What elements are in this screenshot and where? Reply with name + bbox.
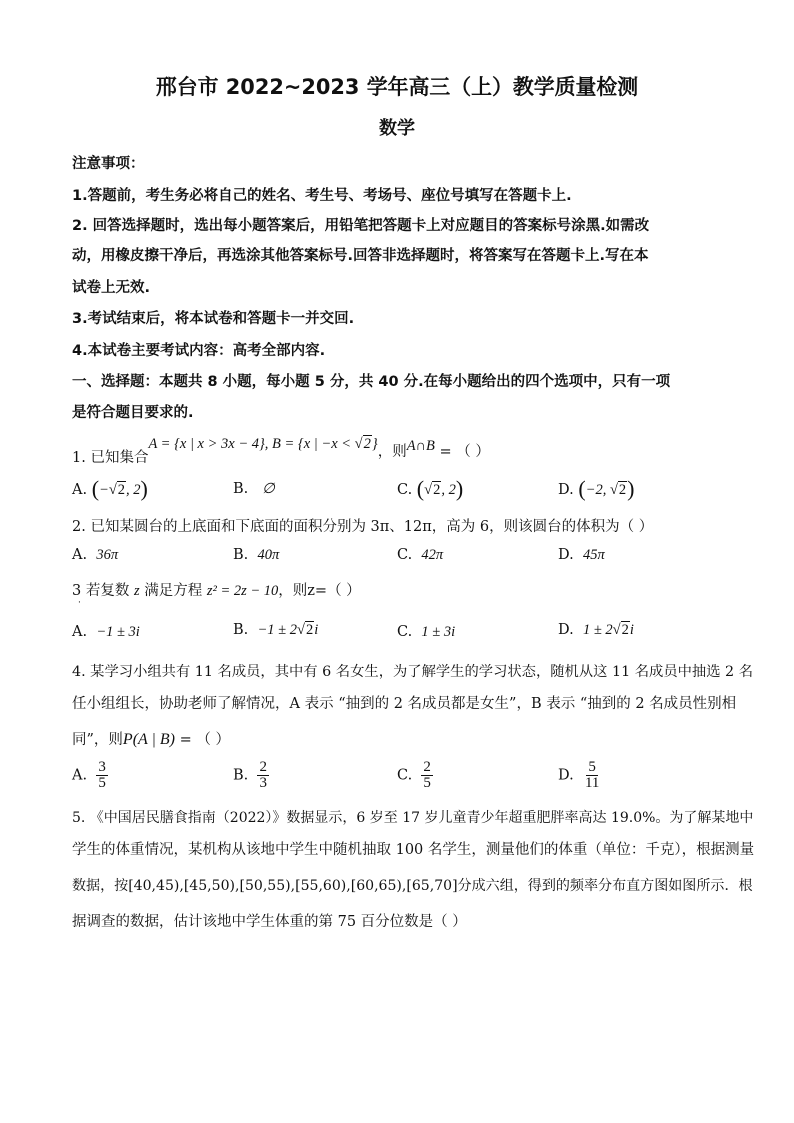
q3-option-d[interactable]: D. 1 ± 2√2i <box>558 622 634 638</box>
q1-set-expr: A = {x | x > 3x − 4}, B = {x | −x < <box>148 436 355 452</box>
q3-option-a[interactable] <box>72 624 140 641</box>
notes-heading: 注意事项： <box>72 156 145 172</box>
stray-dot: · <box>78 598 81 608</box>
denominator: 5 <box>98 775 106 791</box>
q3-option-c[interactable] <box>397 624 455 641</box>
option-label: B. <box>233 481 249 497</box>
option-value: , 2 <box>126 482 141 498</box>
note-item: 4.本试卷主要考试内容：高考全部内容. <box>72 343 326 359</box>
option-label: A. <box>72 547 88 563</box>
question-5-line: 数据，按[40,45),[45,50),[50,55),[55,60),[60,65),[65,70]分成六组，得到的频率分布直方图如图所示．根 <box>72 878 753 894</box>
numerator: 3 <box>98 759 106 775</box>
q3-variable: z <box>133 583 140 599</box>
option-sqrt: 2 <box>117 482 126 498</box>
q3-option-b[interactable]: B. −1 ± 2√2i <box>233 622 319 638</box>
q1-option-b[interactable] <box>233 481 275 498</box>
q1-suffix: ，则 <box>377 444 407 460</box>
option-label: D. <box>558 767 574 784</box>
q2-option-c[interactable] <box>397 547 443 564</box>
q1-sqrt-value: 2 <box>363 436 371 452</box>
q2-option-d[interactable] <box>558 547 605 564</box>
fraction <box>257 760 269 791</box>
option-label: C. <box>397 624 413 640</box>
question-4-line: 任小组组长，协助老师了解情况，A 表示 “抽到的 2 名成员都是女生”，B 表示 “抽到的 2 名成员性别相 <box>72 696 737 712</box>
q1-close: } <box>371 436 378 452</box>
note-item: 动，用橡皮擦干净后，再选涂其他答案标号.回答非选择题时，将答案写在答题卡上.写在本 <box>72 248 649 264</box>
denominator: 11 <box>584 775 600 791</box>
option-label: D. <box>558 482 574 498</box>
note-item: 3.考试结束后，将本试卷和答题卡一并交回. <box>72 311 355 327</box>
q1-option-a[interactable]: A. (−√2, 2) <box>72 476 148 501</box>
note-item: 试卷上无效. <box>72 280 151 296</box>
q4-option-a[interactable] <box>72 760 108 791</box>
option-value: 36π <box>96 547 119 563</box>
fraction <box>583 760 601 791</box>
q4-option-b[interactable] <box>233 760 269 791</box>
option-label: C. <box>397 767 413 784</box>
q1-option-d[interactable]: D. (−2, √2) <box>558 476 635 501</box>
subject-title: 数学 <box>378 118 416 139</box>
q3-suffix: ，则z=（ ） <box>278 583 361 599</box>
option-sqrt: 2 <box>618 482 627 498</box>
q2-option-a[interactable] <box>72 547 118 564</box>
q4-prefix: 同”，则 <box>72 732 123 748</box>
option-label: A. <box>72 767 88 784</box>
option-value: − <box>99 482 109 498</box>
fraction <box>421 760 433 791</box>
q4-suffix: = （ ） <box>175 732 230 748</box>
option-value: i <box>314 622 319 638</box>
q4-expr: P(A | B) <box>122 731 176 748</box>
note-item: 1.答题前，考生务必将自己的姓名、考生号、考场号、座位号填写在答题卡上. <box>72 188 572 204</box>
question-5-line: 据调查的数据，估计该地中学生体重的第 75 百分位数是（ ） <box>72 914 467 930</box>
option-value: ∅ <box>262 481 275 497</box>
option-label: C. <box>397 547 413 563</box>
option-sqrt: 2 <box>305 622 314 638</box>
numerator: 5 <box>588 759 596 775</box>
q1-option-c[interactable]: C. (√2, 2) <box>397 476 464 501</box>
option-sqrt: 2 <box>433 482 441 498</box>
option-value: 40π <box>257 547 280 563</box>
option-label: B. <box>233 622 249 638</box>
fraction <box>96 760 108 791</box>
q1-sqrt: √2 <box>354 436 371 452</box>
denominator: 3 <box>259 775 267 791</box>
option-label: D. <box>558 547 574 563</box>
q1-expr: A∩B <box>406 438 435 454</box>
option-value: 1 ± 3i <box>421 624 456 640</box>
numerator: 2 <box>423 759 431 775</box>
question-5-line: 5. 《中国居民膳食指南（2022）》数据显示，6 岁至 17 岁儿童青少年超重肥胖率高达 19.0%。为了解某地中 <box>72 810 754 826</box>
question-2: 2. 已知某圆台的上底面和下底面的面积分别为 3π、12π，高为 6，则该圆台的体积为（ ） <box>72 519 654 535</box>
q1-prefix: 1. 已知集合 <box>72 450 149 466</box>
q3-equation: z² = 2z − 10 <box>206 583 279 599</box>
question-4-line <box>72 728 230 749</box>
q3-prefix: 3 若复数 <box>72 583 134 599</box>
q4-option-d[interactable] <box>558 760 601 791</box>
question-3 <box>72 579 361 600</box>
denominator: 5 <box>423 775 431 791</box>
question-1 <box>72 436 490 467</box>
option-label: D. <box>558 622 574 638</box>
option-label: C. <box>397 482 413 498</box>
option-value: 1 ± 2 <box>582 622 613 638</box>
q2-option-b[interactable] <box>233 547 279 564</box>
option-value: i <box>629 622 634 638</box>
option-label: A. <box>72 624 88 640</box>
option-value: , 2 <box>441 482 456 498</box>
note-item: 2. 回答选择题时，选出每小题答案后，用铅笔把答题卡上对应题目的答案标号涂黑.如需改 <box>72 218 650 234</box>
option-value: −2, <box>585 482 610 498</box>
question-4-line: 4. 某学习小组共有 11 名成员，其中有 6 名女生，为了解学生的学习状态，随机从这 11 名成员中抽选 2 名 <box>72 664 753 680</box>
q1-end: = （ ） <box>434 444 490 460</box>
option-label: B. <box>233 547 249 563</box>
exam-title: 邢台市 2022~2023 学年高三（上）教学质量检测 <box>155 75 639 99</box>
option-sqrt: 2 <box>621 622 629 638</box>
section-heading-cont: 是符合题目要求的. <box>72 405 194 421</box>
q4-option-c[interactable] <box>397 760 433 791</box>
q1-sets <box>148 436 377 452</box>
option-label: B. <box>233 767 249 784</box>
section-heading: 一、选择题：本题共 8 小题，每小题 5 分，共 40 分.在每小题给出的四个选项中，只有一项 <box>72 374 671 390</box>
option-value: 42π <box>421 547 444 563</box>
option-value: −1 ± 2 <box>257 622 297 638</box>
option-label: A. <box>72 482 88 498</box>
option-value: 45π <box>582 547 605 563</box>
q3-mid: 满足方程 <box>139 583 207 599</box>
option-value: −1 ± 3i <box>96 624 140 640</box>
numerator: 2 <box>259 759 267 775</box>
question-5-line: 学生的体重情况，某机构从该地中学生中随机抽取 100 名学生，测量他们的体重（单位：千克），根据测量 <box>72 842 755 858</box>
